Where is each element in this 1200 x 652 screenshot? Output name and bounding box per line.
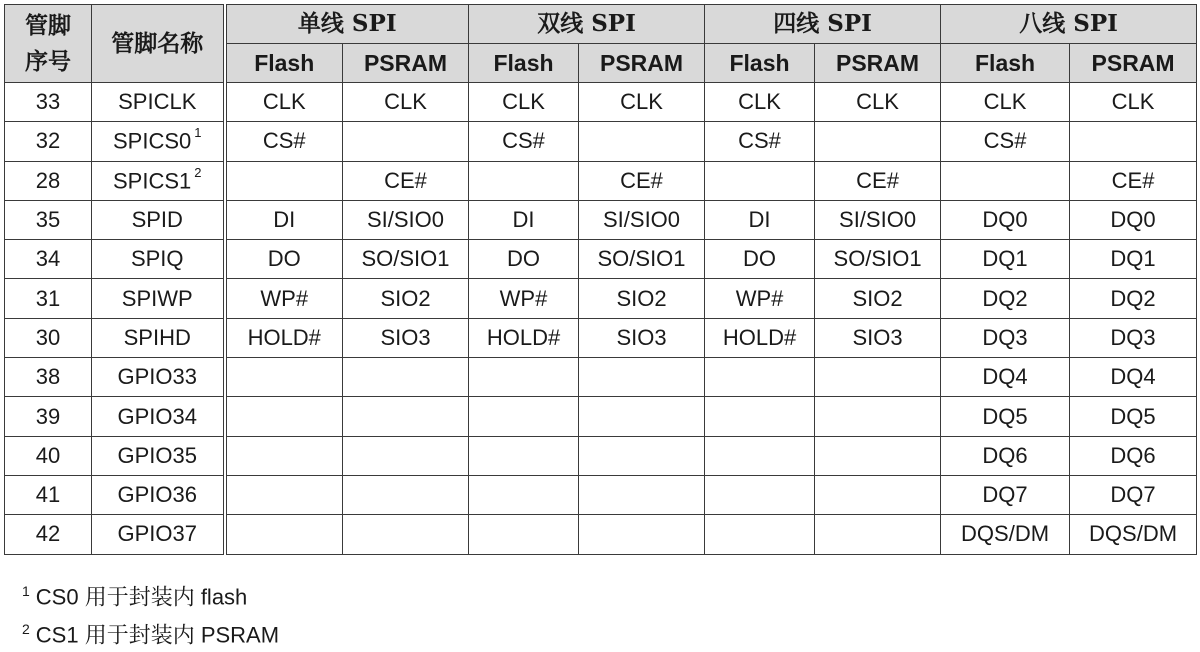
pin-number-cell: 33 (5, 83, 92, 122)
signal-cell: CE# (579, 161, 705, 200)
pin-table-body (5, 83, 1197, 555)
signal-cell: WP# (225, 279, 343, 318)
pin-number-cell: 42 (5, 515, 92, 554)
footnote (22, 574, 279, 612)
signal-cell: WP# (469, 279, 579, 318)
pin-name-cell (92, 122, 225, 161)
header-group-quad-spi: 四线 SPI (705, 5, 941, 44)
signal-cell: CLK (343, 83, 469, 122)
signal-cell: DQ2 (1070, 279, 1197, 318)
signal-cell: SIO3 (343, 318, 469, 357)
pin-name-text: SPIWP (121, 285, 193, 311)
signal-cell: DQ7 (1070, 475, 1197, 514)
signal-cell (225, 475, 343, 514)
pin-name-text: GPIO35 (117, 442, 197, 468)
footnote-text: CS1 用于封装内 PSRAM (35, 622, 280, 648)
signal-cell: DQS/DM (941, 515, 1070, 554)
signal-cell: DQ3 (941, 318, 1070, 357)
signal-cell (815, 436, 941, 475)
pin-name-text: GPIO34 (117, 403, 197, 429)
signal-cell (579, 436, 705, 475)
pin-name-text: SPICS1 (113, 167, 192, 193)
pin-number-cell: 40 (5, 436, 92, 475)
pin-number-cell: 32 (5, 122, 92, 161)
signal-cell: CLK (1070, 83, 1197, 122)
signal-cell: DI (469, 200, 579, 239)
signal-cell: DO (705, 240, 815, 279)
table-row (5, 83, 1197, 122)
signal-cell: SO/SIO1 (815, 240, 941, 279)
signal-cell: DQ5 (941, 397, 1070, 436)
pin-number-cell: 35 (5, 200, 92, 239)
signal-cell: WP# (705, 279, 815, 318)
signal-cell: CE# (343, 161, 469, 200)
signal-cell (579, 515, 705, 554)
signal-cell: CLK (225, 83, 343, 122)
signal-cell: DQ5 (1070, 397, 1197, 436)
signal-cell: DQ1 (1070, 240, 1197, 279)
table-row (5, 397, 1197, 436)
pin-name-cell (92, 161, 225, 200)
signal-cell: SIO3 (579, 318, 705, 357)
signal-cell: SI/SIO0 (815, 200, 941, 239)
table-row (5, 200, 1197, 239)
pin-number-cell: 39 (5, 397, 92, 436)
signal-cell: CLK (579, 83, 705, 122)
signal-cell (815, 515, 941, 554)
signal-cell: SO/SIO1 (343, 240, 469, 279)
signal-cell: SI/SIO0 (343, 200, 469, 239)
signal-cell: DQ0 (941, 200, 1070, 239)
pin-number-cell: 41 (5, 475, 92, 514)
header-group-octal-spi: 八线 SPI (941, 5, 1197, 44)
table-row (5, 161, 1197, 200)
signal-cell (343, 515, 469, 554)
signal-cell (225, 436, 343, 475)
table-row (5, 122, 1197, 161)
table-row (5, 515, 1197, 554)
signal-cell (941, 161, 1070, 200)
header-sub-flash: Flash (705, 44, 815, 83)
signal-cell: HOLD# (705, 318, 815, 357)
signal-cell: CLK (815, 83, 941, 122)
footnote-text: CS0 用于封装内 flash (35, 584, 248, 610)
signal-cell: DQ0 (1070, 200, 1197, 239)
footnote-mark: 1 (22, 583, 30, 599)
signal-cell (343, 122, 469, 161)
header-sub-flash: Flash (469, 44, 579, 83)
signal-cell (469, 397, 579, 436)
signal-cell (469, 515, 579, 554)
pin-name-cell (92, 397, 225, 436)
signal-cell (815, 397, 941, 436)
signal-cell: CLK (705, 83, 815, 122)
signal-cell (579, 475, 705, 514)
signal-cell: DQ7 (941, 475, 1070, 514)
signal-cell: DQ4 (941, 358, 1070, 397)
table-row (5, 240, 1197, 279)
signal-cell: CS# (469, 122, 579, 161)
header-sub-flash: Flash (941, 44, 1070, 83)
pin-name-text: GPIO33 (117, 364, 197, 390)
signal-cell (469, 161, 579, 200)
signal-cell (705, 515, 815, 554)
signal-cell (815, 475, 941, 514)
signal-cell: DQ2 (941, 279, 1070, 318)
header-sub-flash: Flash (225, 44, 343, 83)
signal-cell: DQ1 (941, 240, 1070, 279)
signal-cell (705, 475, 815, 514)
signal-cell: CS# (705, 122, 815, 161)
signal-cell (225, 358, 343, 397)
signal-cell (225, 161, 343, 200)
signal-cell (579, 122, 705, 161)
pin-name-cell (92, 279, 225, 318)
signal-cell: DQ6 (1070, 436, 1197, 475)
signal-cell: HOLD# (225, 318, 343, 357)
pin-name-cell (92, 240, 225, 279)
footnote (22, 612, 279, 650)
signal-cell: SI/SIO0 (579, 200, 705, 239)
footnote-ref: 1 (194, 125, 202, 141)
signal-cell: DI (705, 200, 815, 239)
header-group-single-spi: 单线 SPI (225, 5, 469, 44)
signal-cell (469, 358, 579, 397)
pin-number-cell: 31 (5, 279, 92, 318)
pin-name-text: GPIO37 (117, 521, 197, 547)
table-row (5, 475, 1197, 514)
pin-number-cell: 38 (5, 358, 92, 397)
signal-cell (343, 436, 469, 475)
signal-cell: CS# (941, 122, 1070, 161)
header-sub-psram: PSRAM (579, 44, 705, 83)
header-group-dual-spi: 双线 SPI (469, 5, 705, 44)
table-row (5, 318, 1197, 357)
header-pin-number: 管脚 序号 (5, 5, 92, 83)
signal-cell: SIO2 (815, 279, 941, 318)
signal-cell (705, 358, 815, 397)
pin-number-cell: 30 (5, 318, 92, 357)
header-pin-name: 管脚名称 (92, 5, 225, 83)
signal-cell: CS# (225, 122, 343, 161)
signal-cell: DO (469, 240, 579, 279)
signal-cell: SIO3 (815, 318, 941, 357)
signal-cell: CE# (815, 161, 941, 200)
signal-cell (815, 358, 941, 397)
pin-name-text: SPID (131, 207, 183, 233)
pin-number-cell: 28 (5, 161, 92, 200)
pin-name-text: SPIHD (123, 324, 191, 350)
signal-cell (815, 122, 941, 161)
pin-name-text: GPIO36 (117, 482, 197, 508)
signal-cell: HOLD# (469, 318, 579, 357)
footnote-ref: 2 (194, 164, 202, 180)
table-row (5, 358, 1197, 397)
signal-cell: DI (225, 200, 343, 239)
signal-cell (705, 436, 815, 475)
pin-name-text: SPICS0 (113, 128, 192, 154)
signal-cell (579, 358, 705, 397)
signal-cell: SO/SIO1 (579, 240, 705, 279)
signal-cell (469, 436, 579, 475)
header-sub-psram: PSRAM (343, 44, 469, 83)
header-sub-psram: PSRAM (1070, 44, 1197, 83)
signal-cell (225, 515, 343, 554)
signal-cell: CLK (941, 83, 1070, 122)
pin-name-text: SPIQ (130, 246, 184, 272)
table-row (5, 436, 1197, 475)
footnote-mark: 2 (22, 621, 30, 637)
signal-cell: CLK (469, 83, 579, 122)
signal-cell: DQ4 (1070, 358, 1197, 397)
signal-cell (705, 161, 815, 200)
signal-cell (705, 397, 815, 436)
pin-name-cell (92, 200, 225, 239)
pin-name-cell (92, 515, 225, 554)
pin-name-cell (92, 475, 225, 514)
signal-cell (343, 397, 469, 436)
signal-cell (225, 397, 343, 436)
signal-cell (469, 475, 579, 514)
pin-name-cell (92, 436, 225, 475)
footnotes (22, 574, 279, 650)
pin-name-cell (92, 83, 225, 122)
signal-cell (1070, 122, 1197, 161)
signal-cell: DQ6 (941, 436, 1070, 475)
signal-cell: DQS/DM (1070, 515, 1197, 554)
pin-mapping-table (4, 4, 1197, 555)
pin-name-text: SPICLK (118, 89, 197, 115)
signal-cell: DO (225, 240, 343, 279)
pin-number-cell: 34 (5, 240, 92, 279)
signal-cell: SIO2 (579, 279, 705, 318)
signal-cell: SIO2 (343, 279, 469, 318)
header-sub-psram: PSRAM (815, 44, 941, 83)
signal-cell: DQ3 (1070, 318, 1197, 357)
signal-cell (343, 358, 469, 397)
signal-cell: CE# (1070, 161, 1197, 200)
signal-cell (579, 397, 705, 436)
pin-name-cell (92, 358, 225, 397)
signal-cell (343, 475, 469, 514)
pin-name-cell (92, 318, 225, 357)
table-row (5, 279, 1197, 318)
